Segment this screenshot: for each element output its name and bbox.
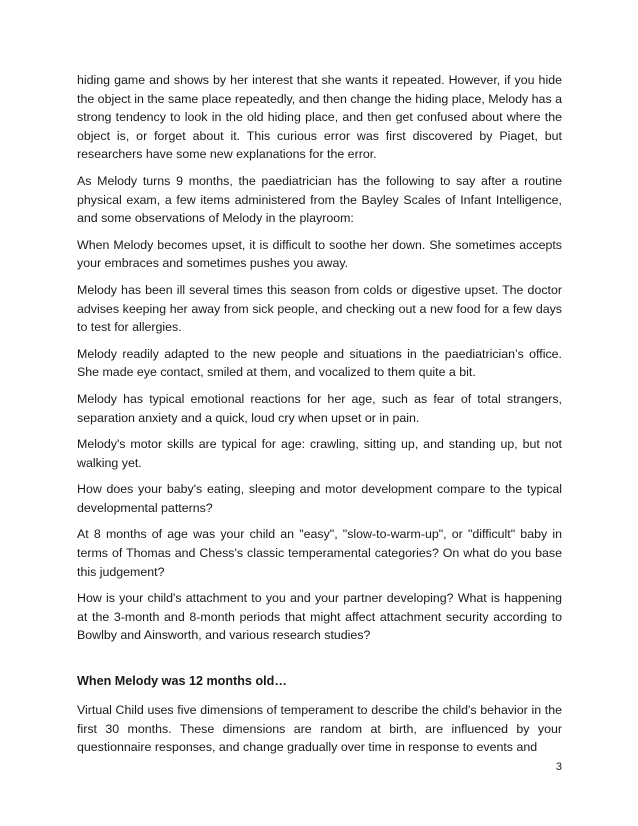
paragraph-nine-month-intro: As Melody turns 9 months, the paediatrician has the following to say after a routine physical exam, a few items administered from the Bayley Scales of Infant Intelligence, and some observations of Melody in the playroom:: [77, 173, 562, 226]
question-attachment: How is your child's attachment to you and your partner developing? What is happening at the 3-month and 8-month periods that might affect attachment security according to Bowlby and Ainsworth, and various research studies?: [77, 591, 562, 643]
paragraph-illness: Melody has been ill several times this season from colds or digestive upset. The doctor advises keeping her away from sick people, and checking out a new food for a few days to test for allergies.: [77, 282, 562, 335]
page-content: [77, 71, 562, 765]
paragraph-emotional-reactions: Melody has typical emotional reactions for her age, such as fear of total strangers, separation anxiety and a quick, loud cry when upset or in pain.: [77, 391, 562, 425]
paragraph-temperament-dimensions: Virtual Child uses five dimensions of temperament to describe the child's behavior in the first 30 months. These dimensions are random at birth, are influenced by your questionnaire responses, and change gradually over time in response to events and: [77, 703, 562, 755]
paragraph-adaptation: Melody readily adapted to the new people and situations in the paediatrician’s office. She made eye contact, smiled at them, and vocalized to them quite a bit.: [77, 346, 562, 380]
page-number: 3: [555, 761, 562, 773]
question-development: How does your baby's eating, sleeping and motor development compare to the typical developmental patterns?: [77, 482, 562, 515]
paragraph-piaget-error: hiding game and shows by her interest that she wants it repeated. However, if you hide the object in the same place repeatedly, and then change the hiding place, Melody has a strong tendency to look in the old hiding place, and then get confused about where the object is, or forget about it. This curious error was first discovered by Piaget, but researchers have some new explanations for the error.: [77, 73, 562, 162]
section-heading: When Melody was 12 months old…: [77, 674, 287, 689]
paragraph-motor-skills: Melody's motor skills are typical for age: crawling, sitting up, and standing up, but not walking yet.: [77, 437, 562, 470]
paragraph-soothing: When Melody becomes upset, it is difficult to soothe her down. She sometimes accepts your embraces and sometimes pushes you away.: [77, 237, 562, 271]
question-temperament: At 8 months of age was your child an "easy", "slow-to-warm-up", or "difficult" baby in terms of Thomas and Chess's classic temperamental categories? On what do you base this judgement?: [77, 527, 562, 579]
